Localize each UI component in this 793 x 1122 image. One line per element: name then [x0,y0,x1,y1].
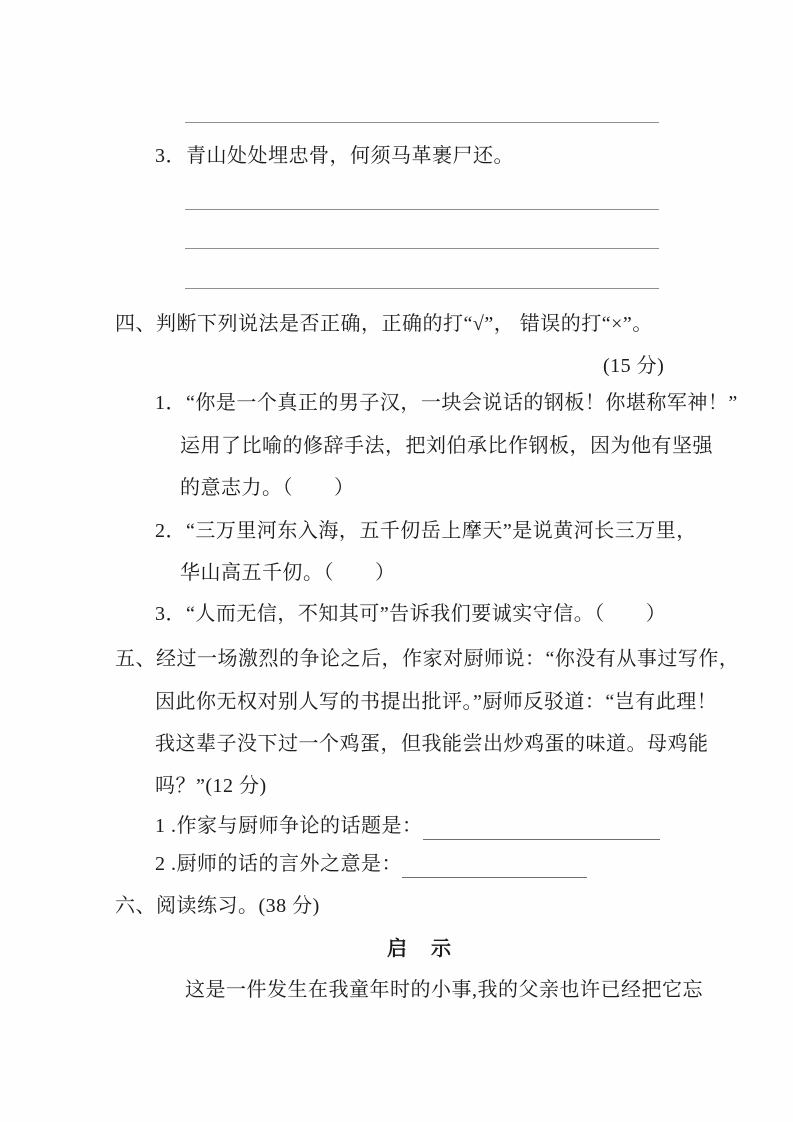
judge-item-3-line-1: 3．“人而无信，不知其可”告诉我们要诚实守信。（ ） [155,603,667,625]
answer-line-1 [185,181,659,210]
answer-line-3 [185,260,659,289]
section-4-score: (15 分) [603,355,665,377]
judge-item-1-line-1: 1．“你是一个真正的男子汉，一块会说话的钢板！你堪称军神！” [155,392,738,414]
question-3-text: 3．青山处处埋忠骨，何须马革裹尸还。 [155,145,514,167]
fill-in-2 [155,850,587,878]
fill-in-2-blank [402,853,587,878]
section-5-line-2: 因此你无权对别人写的书提出批评。”厨师反驳道：“岂有此理！ [155,691,718,713]
judge-item-2-line-2: 华山高五千仞。（ ） [180,562,396,584]
answer-line-top [185,94,659,123]
section-5-line-1: 五、经过一场激烈的争论之后，作家对厨师说：“你没有从事过写作， [115,648,740,670]
reading-passage-title: 启 示 [387,938,453,960]
fill-in-1 [155,812,660,840]
fill-in-1-blank [423,815,661,840]
judge-item-1-line-3: 的意志力。（ ） [180,477,355,499]
section-5-line-3: 我这辈子没下过一个鸡蛋，但我能尝出炒鸡蛋的味道。母鸡能 [155,733,709,755]
reading-paragraph-line: 这是一件发生在我童年时的小事,我的父亲也许已经把它忘 [185,979,703,1001]
section-6-heading: 六、阅读练习。(38 分) [115,895,320,917]
fill-in-1-label: 1 .作家与厨师争论的话题是： [155,815,423,837]
section-4-heading: 四、判断下列说法是否正确，正确的打“√”， 错误的打“×”。 [115,313,653,335]
judge-item-2-line-1: 2．“三万里河东入海，五千仞岳上摩天”是说黄河长三万里， [155,520,697,542]
fill-in-2-label: 2 .厨师的话的言外之意是： [155,853,402,875]
judge-item-1-line-2: 运用了比喻的修辞手法，把刘伯承比作钢板，因为他有坚强 [180,435,713,457]
section-5-line-4: 吗？”(12 分) [155,775,267,797]
answer-line-2 [185,220,659,249]
